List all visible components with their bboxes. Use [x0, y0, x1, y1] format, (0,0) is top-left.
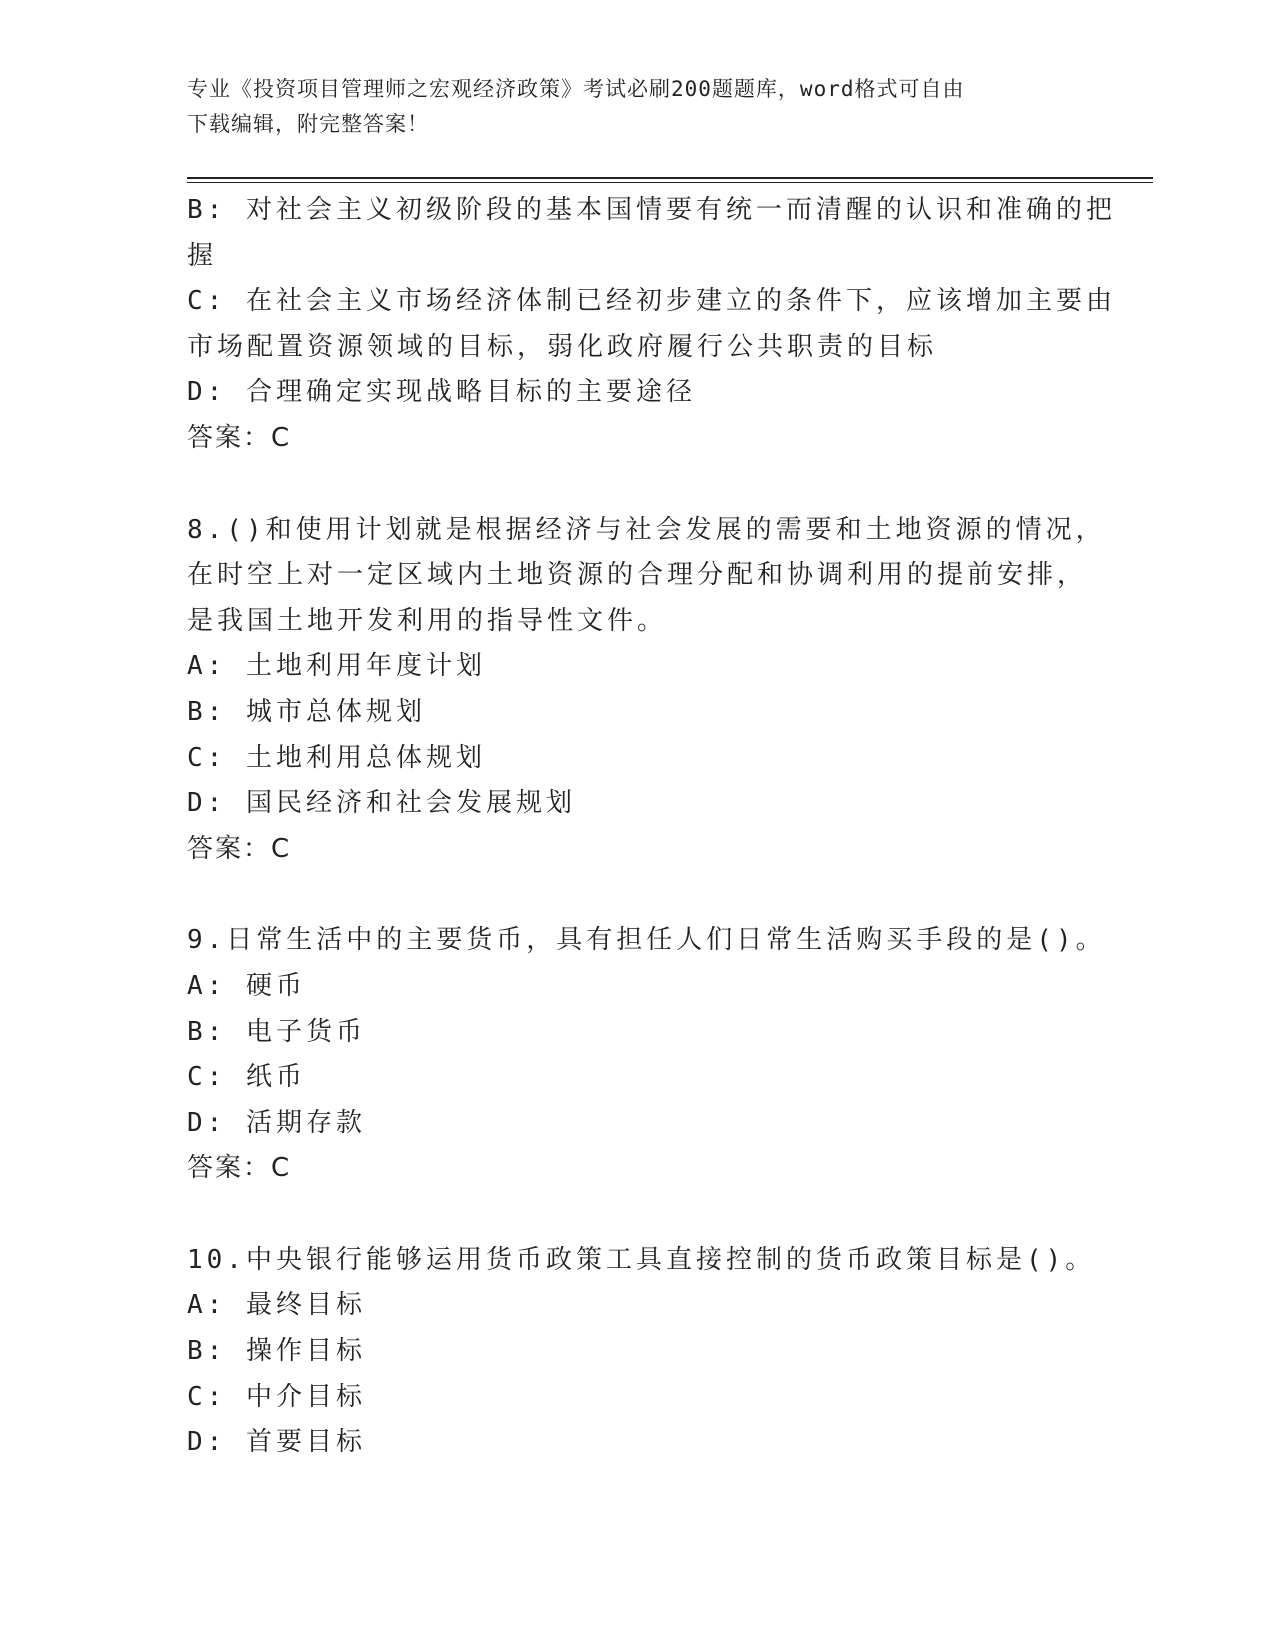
header-rule-thick	[187, 177, 1153, 179]
spacer	[187, 1192, 1087, 1238]
option-b: B: 操作目标	[187, 1336, 366, 1367]
option-b: B: 城市总体规划	[187, 696, 426, 727]
question-block-10	[187, 1238, 1096, 1466]
option-a: A: 土地利用年度计划	[187, 651, 486, 682]
option-b-continued: 握	[187, 240, 218, 271]
question-text: 8.()和使用计划就是根据经济与社会发展的需要和土地资源的情况，	[187, 514, 1106, 545]
question-block-9	[187, 918, 1106, 1192]
option-c: C: 在社会主义市场经济体制已经初步建立的条件下，应该增加主要由	[187, 286, 1116, 317]
answer-label: 答案：C	[187, 833, 292, 864]
option-d: D: 合理确定实现战略目标的主要途径	[187, 377, 696, 408]
option-c-continued: 市场配置资源领域的目标，弱化政府履行公共职责的目标	[187, 331, 938, 362]
header-rule-thin	[187, 182, 1153, 183]
option-a: A: 最终目标	[187, 1290, 366, 1321]
document-header	[187, 72, 1067, 142]
question-text: 9.日常生活中的主要货币，具有担任人们日常生活购买手段的是()。	[187, 925, 1106, 956]
spacer	[187, 462, 1087, 508]
option-b: B: 对社会主义初级阶段的基本国情要有统一而清醒的认识和准确的把	[187, 195, 1116, 225]
question-list	[187, 188, 1116, 1466]
question-text-continued: 在时空上对一定区域内土地资源的合理分配和协调利用的提前安排，	[187, 560, 1088, 591]
header-line-2: 下载编辑，附完整答案！	[187, 112, 429, 136]
question-block-8	[187, 508, 1106, 873]
option-b: B: 电子货币	[187, 1016, 366, 1047]
option-a: A: 硬币	[187, 970, 306, 1001]
option-d: D: 国民经济和社会发展规划	[187, 788, 576, 819]
question-block-7	[187, 188, 1116, 462]
question-text-continued: 是我国土地开发利用的指导性文件。	[187, 605, 668, 636]
header-line-1: 专业《投资项目管理师之宏观经济政策》考试必刷200题题库，word格式可自由	[187, 77, 965, 101]
option-d: D: 首要目标	[187, 1427, 366, 1458]
answer-label: 答案：C	[187, 422, 292, 453]
option-c: C: 中介目标	[187, 1381, 366, 1412]
question-text: 10.中央银行能够运用货币政策工具直接控制的货币政策目标是()。	[187, 1244, 1096, 1275]
option-c: C: 土地利用总体规划	[187, 742, 486, 773]
option-c: C: 纸币	[187, 1062, 306, 1093]
option-d: D: 活期存款	[187, 1107, 366, 1138]
answer-label: 答案：C	[187, 1153, 292, 1184]
spacer	[187, 872, 1087, 918]
